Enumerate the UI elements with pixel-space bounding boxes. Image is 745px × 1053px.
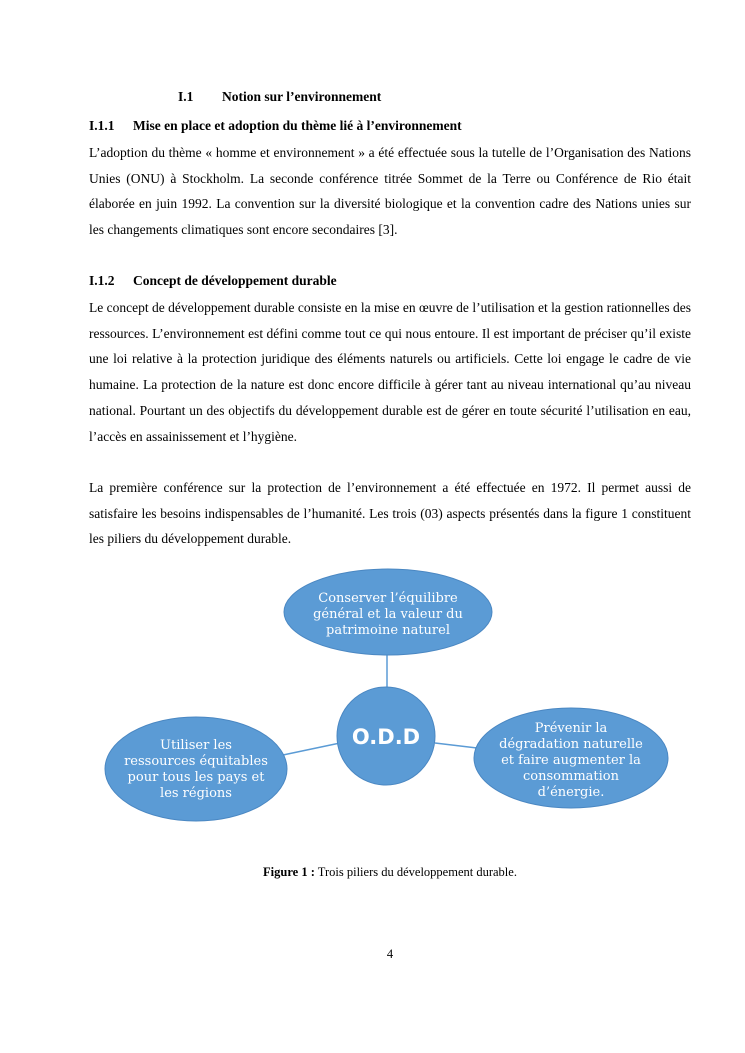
connector-right (435, 743, 477, 748)
subsection-number: I.1.2 (89, 273, 115, 288)
subsection-number: I.1.1 (89, 118, 115, 133)
paragraph: Le concept de développement durable consiste en la mise en œuvre de l’utilisation et la gestion rationnelles des ressources. L’environnement est défini comme tout ce qui nous entoure. Il est important de préciser qu’il existe une loi relative à la protection juridique des éléments naturels ou artificiels. Cette loi engage le cadre de vie humaine. La protection de la nature est donc encore difficile à gérer tant au niveau international qu’au niveau national. Pourtant un des objectifs du développement durable est de gérer en toute sécurité l’utilisation en eau, l’accès en assainissement et l’hygiène. (89, 300, 691, 444)
pillar-left-line: ressources équitables (124, 754, 268, 769)
subsection-title: Mise en place et adoption du thème lié à l’environnement (133, 118, 462, 133)
pillar-top-line: général et la valeur du (313, 607, 463, 622)
figure-caption (0, 865, 745, 880)
pillar-right-line: Prévenir la (534, 721, 608, 736)
pillar-right-line: et faire augmenter la (501, 753, 641, 768)
section-number: I.1 (178, 89, 194, 104)
pillar-left-line: Utiliser les (160, 738, 232, 753)
pillar-top-line: Conserver l’équilibre (318, 591, 458, 606)
pillar-left-line: pour tous les pays et (127, 770, 265, 785)
pillar-right-line: consommation (523, 769, 619, 784)
subsection-title: Concept de développement durable (133, 273, 337, 288)
paragraph: L’adoption du thème « homme et environnement » a été effectuée sous la tutelle de l’Organisation des Nations Unies (ONU) à Stockholm. La seconde conférence titrée Sommet de la Terre ou Conférence de Rio était élaborée en juin 1992. La convention sur la diversité biologique et la convention cadre des Nations unies sur les changements climatiques sont encore secondaires [3]. (89, 145, 691, 238)
center-label: O.D.D (351, 725, 421, 749)
caption-label: Figure 1 : (263, 865, 315, 879)
connector-left (283, 743, 340, 755)
pillar-top-line: patrimoine naturel (326, 623, 450, 638)
pillar-left-ellipse (105, 717, 287, 821)
page-number: 4 (386, 947, 394, 961)
caption-text: Trois piliers du développement durable. (314, 865, 517, 879)
pillar-left-line: les régions (160, 786, 232, 801)
paragraph: La première conférence sur la protection de l’environnement a été effectuée en 1972. Il permet aussi de satisfaire les besoins indispensables de l’humanité. Les trois (03) aspects présentés dans la figure 1 constituent les piliers du développement durable. (89, 480, 691, 547)
section-title: Notion sur l’environnement (222, 89, 382, 104)
pillar-right-line: dégradation naturelle (499, 737, 643, 752)
pillar-right-line: d’énergie. (537, 785, 605, 800)
